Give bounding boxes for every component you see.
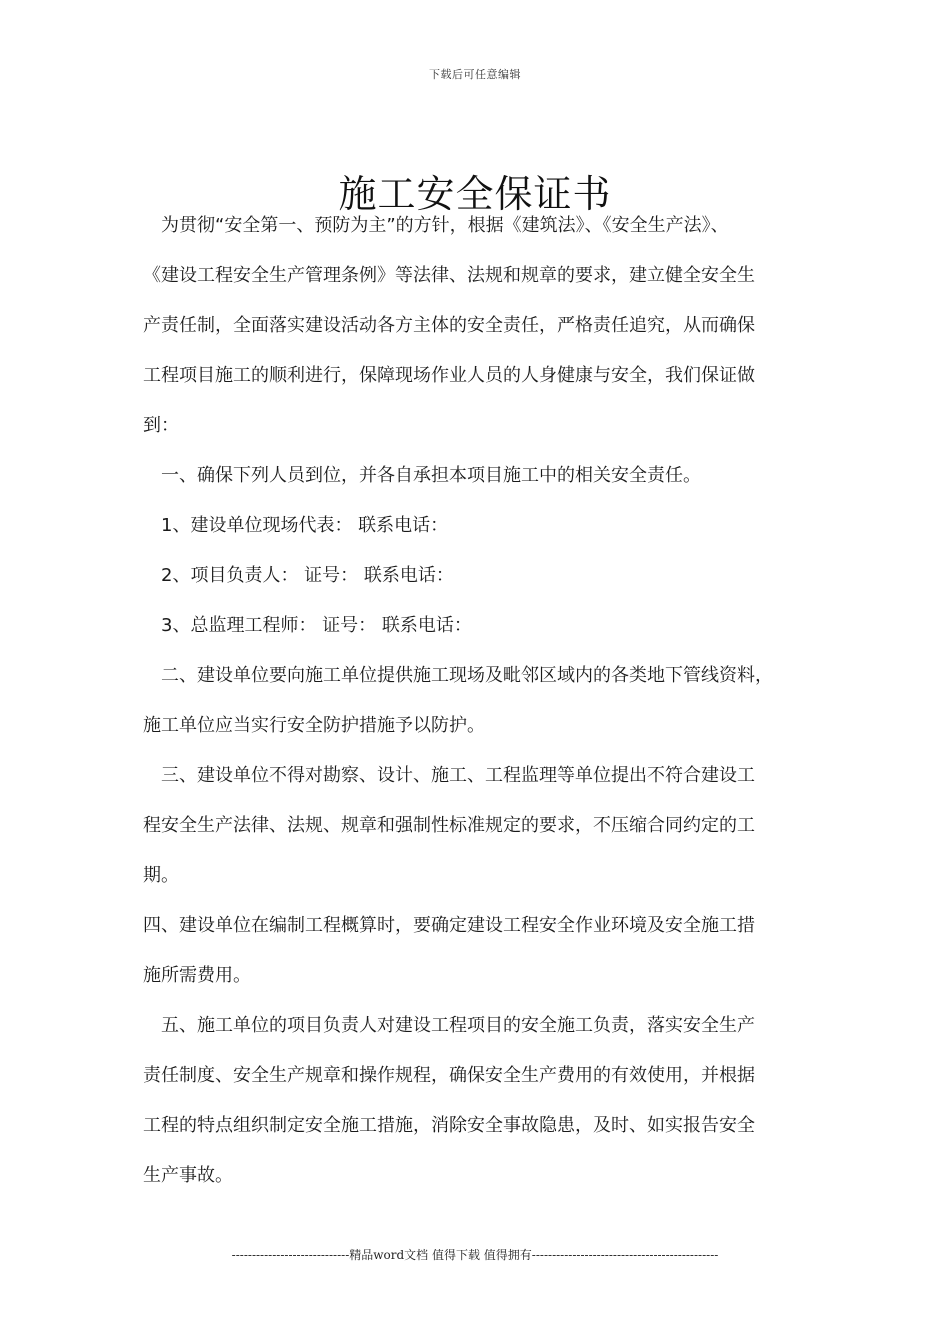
body-line: 为贯彻“安全第一、预防为主”的方针，根据《建筑法》、《安全生产法》、 <box>143 215 729 236</box>
body-line: 到： <box>143 415 179 436</box>
body-line: 施工单位应当实行安全防护措施予以防护。 <box>143 715 485 736</box>
body-line: 产责任制，全面落实建设活动各方主体的安全责任，严格责任追究，从而确保 <box>143 315 755 336</box>
footer-note: -----------------------------精品word文档 值得下载 值得拥有---------------------------------------------- <box>231 1248 719 1262</box>
document-title: 施工安全保证书 <box>338 172 612 217</box>
body-line: 2、项目负责人： 证号： 联系电话： <box>143 565 454 586</box>
body-line: 五、施工单位的项目负责人对建设工程项目的安全施工负责，落实安全生产 <box>143 1015 755 1036</box>
body-line: 工程项目施工的顺利进行，保障现场作业人员的人身健康与安全，我们保证做 <box>143 365 755 386</box>
body-line: 生产事故。 <box>143 1165 233 1186</box>
body-line: 程安全生产法律、法规、规章和强制性标准规定的要求，不压缩合同约定的工 <box>143 815 755 836</box>
body-line: 三、建设单位不得对勘察、设计、施工、工程监理等单位提出不符合建设工 <box>143 765 755 786</box>
header-note: 下载后可任意编辑 <box>429 68 521 81</box>
body-line: 《建设工程安全生产管理条例》等法律、法规和规章的要求，建立健全安全生 <box>143 265 755 286</box>
body-line: 期。 <box>143 865 179 886</box>
body-line: 1、建设单位现场代表： 联系电话： <box>143 515 449 536</box>
body-line: 责任制度、安全生产规章和操作规程，确保安全生产费用的有效使用，并根据 <box>143 1065 755 1086</box>
document-body <box>143 201 815 1201</box>
body-line: 四、建设单位在编制工程概算时，要确定建设工程安全作业环境及安全施工措 <box>143 915 755 936</box>
body-line: 3、总监理工程师： 证号： 联系电话： <box>143 615 472 636</box>
body-line: 工程的特点组织制定安全施工措施，消除安全事故隐患，及时、如实报告安全 <box>143 1115 755 1136</box>
body-line: 施所需费用。 <box>143 965 251 986</box>
body-line: 一、确保下列人员到位，并各自承担本项目施工中的相关安全责任。 <box>143 465 701 486</box>
body-line: 二、建设单位要向施工单位提供施工现场及毗邻区域内的各类地下管线资料， <box>143 665 773 686</box>
